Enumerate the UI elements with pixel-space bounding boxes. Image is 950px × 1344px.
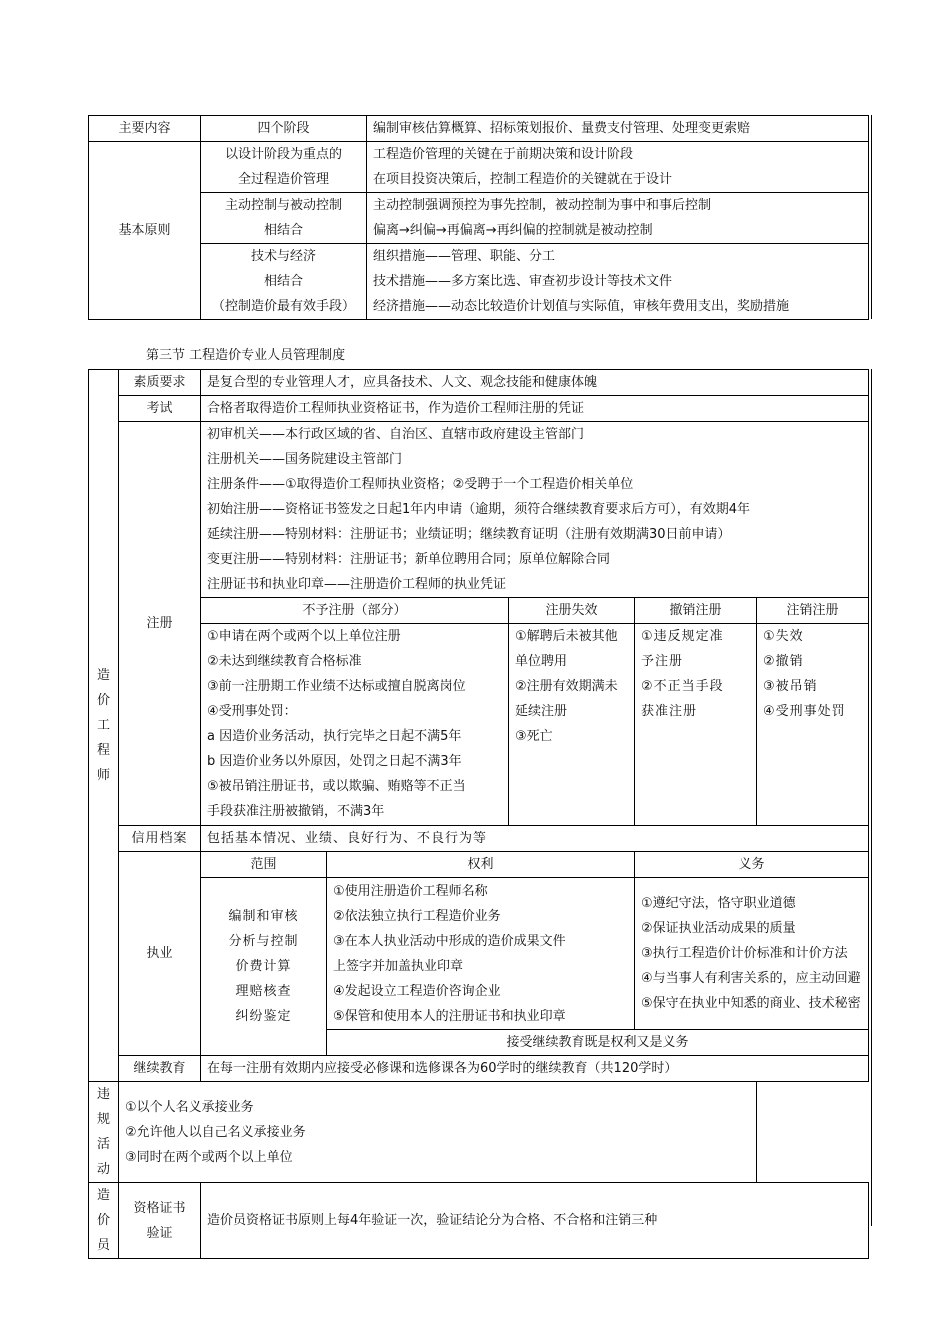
principle-desc (367, 244, 869, 320)
table-row (89, 1082, 869, 1183)
cell-line: ③执行工程造价计价标准和计价方法 (641, 946, 848, 961)
estimator-label (89, 1183, 119, 1259)
vertical-char: 程 (96, 743, 110, 758)
header-four-stages: 四个阶段 (201, 116, 367, 142)
cell-line: ⑤被吊销注册证书，或以欺骗、贿赂等不正当 (207, 779, 466, 794)
invalid-list (509, 624, 635, 826)
cell-line: 延续注册 (515, 704, 568, 719)
header-stage-list: 编制审核估算概算、招标策划报价、量费支付管理、处理变更索赔 (367, 116, 869, 142)
cell-line: ②不正当手段 (641, 679, 724, 694)
table-row (89, 422, 869, 598)
table-row (89, 1183, 869, 1259)
cell-line: 初始注册——资格证书签发之日起1年内申请（逾期，须符合继续教育要求后方可），有效期4年 (207, 502, 751, 517)
table-row (89, 826, 869, 852)
cell-line: ⑤保管和使用本人的注册证书和执业印章 (333, 1008, 566, 1024)
cell-line: ①使用注册造价工程师名称 (333, 883, 488, 899)
cell-line: 技术措施——多方案比选、审查初步设计等技术文件 (373, 274, 673, 289)
table-border-accent (871, 115, 872, 319)
verify-label (119, 1183, 201, 1259)
table-border-accent (871, 369, 872, 1226)
cell-line: 工程造价管理的关键在于前期决策和设计阶段 (373, 147, 634, 162)
principle-name (201, 193, 367, 244)
cell-line: 上签字并加盖执业印章 (333, 958, 464, 974)
cell-line: ②撤销 (763, 654, 804, 669)
cell-line: ③在本人执业活动中形成的造价成果文件 (333, 933, 566, 949)
cell-line: ①以个人名义承接业务 (125, 1099, 254, 1115)
refuse-list (201, 624, 509, 826)
cell-line: 相结合 (263, 274, 303, 289)
cell-line: 验证 (146, 1225, 173, 1241)
violation-list (119, 1082, 757, 1183)
sub-header-revoke: 撤销注册 (635, 598, 757, 624)
personnel-table (88, 369, 869, 1259)
practice-duties (635, 878, 869, 1030)
header-main-content: 主要内容 (89, 116, 201, 142)
table-row (89, 852, 869, 878)
cell-line: 理赔核查 (235, 984, 292, 999)
principles-table (88, 115, 869, 320)
principle-name (201, 244, 367, 320)
cell-line: ②保证执业活动成果的质量 (641, 921, 796, 936)
cell-line: ①违反规定准 (641, 629, 724, 644)
table-row (89, 142, 869, 193)
practice-rights (327, 878, 635, 1030)
principle-name (201, 142, 367, 193)
cell-line: ②未达到继续教育合格标准 (207, 654, 362, 669)
registration-label: 注册 (119, 422, 201, 826)
cell-line: 主动控制强调预控为事先控制，被动控制为事中和事后控制 (373, 198, 712, 213)
vertical-char: 工 (96, 718, 110, 733)
cell-line: 手段获准注册被撤销，不满3年 (207, 804, 385, 819)
practice-header-scope: 范围 (201, 852, 327, 878)
cell-line: 延续注册——特别材料：注册证书；业绩证明；继续教育证明（注册有效期满30日前申请） (207, 527, 731, 542)
credit-text: 包括基本情况、业绩、良好行为、不良行为等 (201, 826, 869, 852)
cell-line: ②依法独立执行工程造价业务 (333, 908, 501, 924)
cell-line: 注册机关——国务院建设主管部门 (207, 452, 403, 467)
cell-line: ⑤保守在执业中知悉的商业、技术秘密 (641, 996, 861, 1011)
exam-text: 合格者取得造价工程师执业资格证书，作为造价工程师注册的凭证 (201, 396, 869, 422)
cell-line: 主动控制与被动控制 (224, 198, 342, 213)
exam-label: 考试 (119, 396, 201, 422)
cell-line: ③同时在两个或两个以上单位 (125, 1149, 293, 1165)
principle-desc (367, 142, 869, 193)
cell-line: ①申请在两个或两个以上单位注册 (207, 629, 401, 644)
cell-line: a 因造价业务活动，执行完毕之日起不满5年 (207, 729, 462, 744)
vertical-char: 师 (96, 768, 110, 783)
cell-line: 在项目投资决策后，控制工程造价的关键就在于设计 (373, 172, 673, 187)
cell-line: ②注册有效期满未 (515, 679, 618, 694)
cell-line: 组织措施——管理、职能、分工 (373, 249, 556, 264)
cell-line: 价费计算 (235, 959, 292, 974)
cell-line: ③前一注册期工作业绩不达标或擅自脱离岗位 (207, 679, 466, 694)
principle-label: 基本原则 (89, 142, 201, 320)
cell-line: ③死亡 (515, 729, 553, 744)
sub-header-cancel: 注销注册 (757, 598, 869, 624)
cell-line: ①遵纪守法，恪守职业道德 (641, 896, 796, 911)
revoke-list (635, 624, 757, 826)
practice-scope (201, 878, 327, 1056)
vertical-char: 造 (96, 1188, 110, 1203)
cell-line: ④受刑事处罚 (763, 704, 846, 719)
cell-line: 技术与经济 (250, 249, 316, 264)
cell-line: 分析与控制 (228, 934, 299, 949)
table-row (89, 244, 869, 320)
vertical-char: 价 (96, 693, 110, 708)
table-row (89, 396, 869, 422)
cell-line: 编制和审核 (228, 909, 299, 924)
cell-line: ①解聘后未被其他 (515, 629, 618, 644)
violation-label: 违规活动 (89, 1082, 119, 1183)
cell-line: 注册条件——①取得造价工程师执业资格；②受聘于一个工程造价相关单位 (207, 477, 634, 492)
cell-line: ④受刑事处罚： (207, 704, 297, 719)
cell-line: 变更注册——特别材料：注册证书；新单位聘用合同；原单位解除合同 (207, 552, 611, 567)
cell-line: 全过程造价管理 (237, 172, 329, 187)
table-row (89, 193, 869, 244)
vertical-char: 员 (96, 1238, 110, 1253)
cell-line: 单位聘用 (515, 654, 568, 669)
table-header-row (89, 116, 869, 142)
practice-label: 执业 (119, 852, 201, 1056)
cell-line: ②允许他人以自己名义承接业务 (125, 1124, 306, 1140)
cell-line: ①失效 (763, 629, 804, 644)
table-row (89, 1056, 869, 1082)
cell-line: 经济措施——动态比较造价计划值与实际值，审核年费用支出，奖励措施 (373, 299, 790, 314)
vertical-char: 价 (96, 1213, 110, 1228)
cell-line: 注册证书和执业印章——注册造价工程师的执业凭证 (207, 577, 507, 592)
cancel-list (757, 624, 869, 826)
quality-label: 素质要求 (119, 370, 201, 396)
practice-note: 接受继续教育既是权利又是义务 (327, 1030, 869, 1056)
credit-label: 信用档案 (119, 826, 201, 852)
cell-line: 初审机关——本行政区域的省、自治区、直辖市政府建设主管部门 (207, 427, 585, 442)
practice-header-rights: 权利 (327, 852, 635, 878)
table-row (89, 624, 869, 826)
education-label: 继续教育 (119, 1056, 201, 1082)
cell-line: 予注册 (641, 654, 684, 669)
table-row (89, 370, 869, 396)
verify-text: 造价员资格证书原则上每4年验证一次，验证结论分为合格、不合格和注销三种 (201, 1183, 869, 1259)
principle-desc (367, 193, 869, 244)
cell-line: 纠纷鉴定 (235, 1009, 292, 1024)
practice-header-duties: 义务 (635, 852, 869, 878)
cell-line: 相结合 (263, 223, 303, 238)
cell-line: 偏离→纠偏→再偏离→再纠偏的控制就是被动控制 (373, 223, 653, 238)
cell-line: ④发起设立工程造价咨询企业 (333, 983, 501, 999)
cell-line: 获准注册 (641, 704, 698, 719)
cell-line: 资格证书 (133, 1200, 186, 1216)
section-title: 第三节 工程造价专业人员管理制度 (146, 348, 346, 363)
cell-line: ④与当事人有利害关系的，应主动回避 (641, 971, 861, 986)
registration-details (201, 422, 869, 598)
quality-text: 是复合型的专业管理人才，应具备技术、人文、观念技能和健康体魄 (201, 370, 869, 396)
cell-line: ③被吊销 (763, 679, 818, 694)
cell-line: 以设计阶段为重点的 (224, 147, 342, 162)
cell-line: b 因造价业务以外原因，处罚之日起不满3年 (207, 754, 462, 769)
cell-line: （控制造价最有效手段） (211, 299, 355, 314)
table-row (89, 878, 869, 1030)
sub-header-invalid: 注册失效 (509, 598, 635, 624)
engineer-label (89, 370, 119, 1082)
education-text: 在每一注册有效期内应接受必修课和选修课各为60学时的继续教育（共120学时） (201, 1056, 869, 1082)
sub-header-refuse: 不予注册（部分） (201, 598, 509, 624)
table-row (89, 598, 869, 624)
vertical-char: 造 (96, 668, 110, 683)
